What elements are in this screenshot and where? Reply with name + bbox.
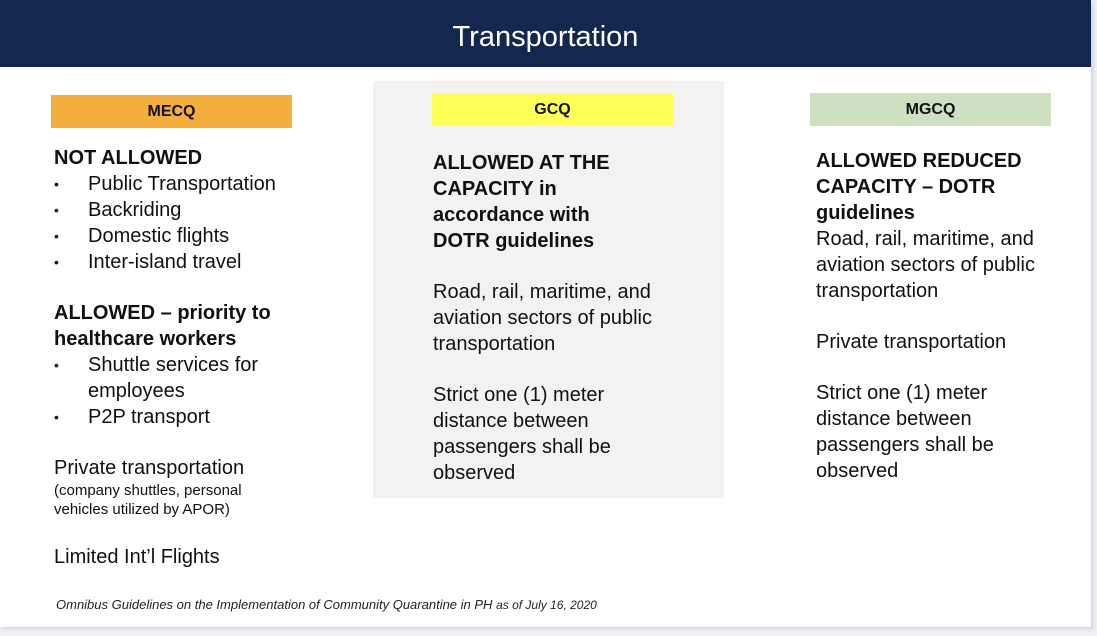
gcq-label: GCQ <box>432 93 673 126</box>
gcq-sectors: Road, rail, maritime, and aviation sectors of public transportation <box>433 281 653 355</box>
mecq-allowed-list <box>54 352 304 430</box>
list-item: • P2P transport <box>54 406 210 428</box>
gcq-column <box>433 150 713 486</box>
list-item: • Backriding <box>54 199 182 221</box>
mecq-label: MECQ <box>51 95 292 128</box>
mgcq-distance: Strict one (1) meter distance between passengers shall be observed <box>816 382 994 482</box>
bullet-icon: • <box>54 254 59 270</box>
mecq-column <box>54 145 354 570</box>
bullet-icon: • <box>54 228 59 244</box>
mgcq-private-transport: Private transportation <box>816 331 1007 353</box>
footnote-date: as of July 16, 2020 <box>496 598 597 612</box>
bullet-icon: • <box>54 357 59 373</box>
gcq-heading: ALLOWED AT THE CAPACITY in accordance with DOTR guidelines <box>433 152 610 252</box>
mecq-not-allowed-list <box>54 171 354 275</box>
bullet-icon: • <box>54 202 59 218</box>
mecq-allowed-heading: ALLOWED – priority to healthcare workers <box>54 302 271 350</box>
mecq-not-allowed-heading: NOT ALLOWED <box>54 147 203 169</box>
mgcq-sectors: Road, rail, maritime, and aviation sectors of public transportation <box>816 228 1036 302</box>
mgcq-label: MGCQ <box>810 93 1051 126</box>
mecq-intl-flights: Limited Int’l Flights <box>54 546 220 568</box>
mecq-private-transport-note: (company shuttles, personal vehicles utilized by APOR) <box>54 482 242 518</box>
footnote-source: Omnibus Guidelines on the Implementation of Community Quarantine in PH <box>56 597 493 612</box>
list-item: • Domestic flights <box>54 225 230 247</box>
bullet-icon: • <box>54 409 59 425</box>
page-title: Transportation <box>0 0 1091 67</box>
mgcq-heading: ALLOWED REDUCED CAPACITY – DOTR guidelines <box>816 150 1022 224</box>
list-item: • Inter-island travel <box>54 251 242 273</box>
gcq-distance: Strict one (1) meter distance between passengers shall be observed <box>433 384 611 484</box>
list-item: • Shuttle services for employees <box>54 354 259 402</box>
mecq-private-transport: Private transportation <box>54 457 245 479</box>
mgcq-column <box>816 148 1076 484</box>
bullet-icon: • <box>54 176 59 192</box>
footnote <box>56 597 597 612</box>
list-item: • Public Transportation <box>54 173 276 195</box>
